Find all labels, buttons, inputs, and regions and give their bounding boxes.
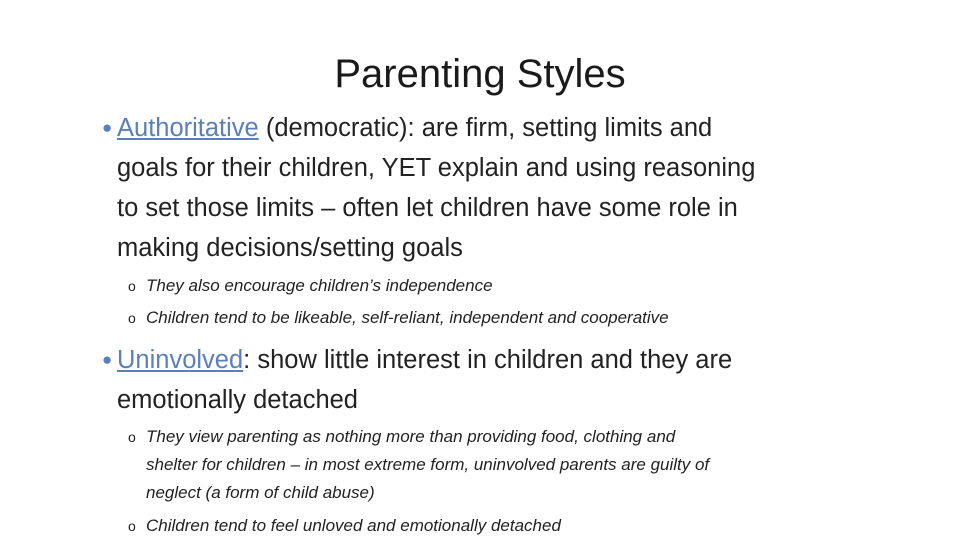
bullet-authoritative — [102, 108, 755, 268]
sub-bullet-marker: o — [128, 518, 136, 534]
bullet-continuation-line: emotionally detached — [117, 386, 358, 414]
bullet-first-line — [102, 340, 732, 380]
bullet-marker: ● — [102, 118, 113, 137]
bullet-continuation-line: goals for their children, YET explain and using reasoning — [117, 154, 756, 182]
bullet-continuation-line: making decisions/setting goals — [117, 234, 463, 262]
sub-bullet-text: neglect (a form of child abuse) — [146, 483, 375, 502]
bullet-first-line — [102, 108, 755, 148]
bullet-continuation-line: to set those limits – often let children have some role in — [117, 194, 738, 222]
sub-bullet-text: They also encourage children’s independence — [146, 276, 493, 295]
bullet-marker: ● — [102, 350, 113, 369]
sub-bullet-parenting-view — [128, 423, 709, 507]
term-authoritative[interactable]: Authoritative — [117, 114, 259, 142]
sub-bullet-marker: o — [128, 310, 136, 326]
sub-bullet-text: shelter for children – in most extreme form, uninvolved parents are guilty of — [146, 455, 710, 474]
bullet-text: : show little interest in children and they are — [243, 346, 733, 374]
sub-bullet-text: They view parenting as nothing more than providing food, clothing and — [146, 427, 676, 446]
sub-bullet-text: Children tend to feel unloved and emotionally detached — [146, 516, 561, 535]
bullet-uninvolved — [102, 340, 732, 420]
sub-bullet-independence — [128, 272, 493, 300]
sub-bullet-text: Children tend to be likeable, self-reliant, independent and cooperative — [146, 308, 669, 327]
term-uninvolved[interactable]: Uninvolved — [117, 346, 244, 374]
sub-bullet-marker: o — [128, 429, 136, 445]
bullet-text: (democratic): are firm, setting limits and — [258, 114, 713, 142]
sub-bullet-traits — [128, 304, 669, 332]
slide-title: Parenting Styles — [334, 52, 626, 96]
sub-bullet-unloved — [128, 512, 561, 540]
sub-bullet-marker: o — [128, 278, 136, 294]
